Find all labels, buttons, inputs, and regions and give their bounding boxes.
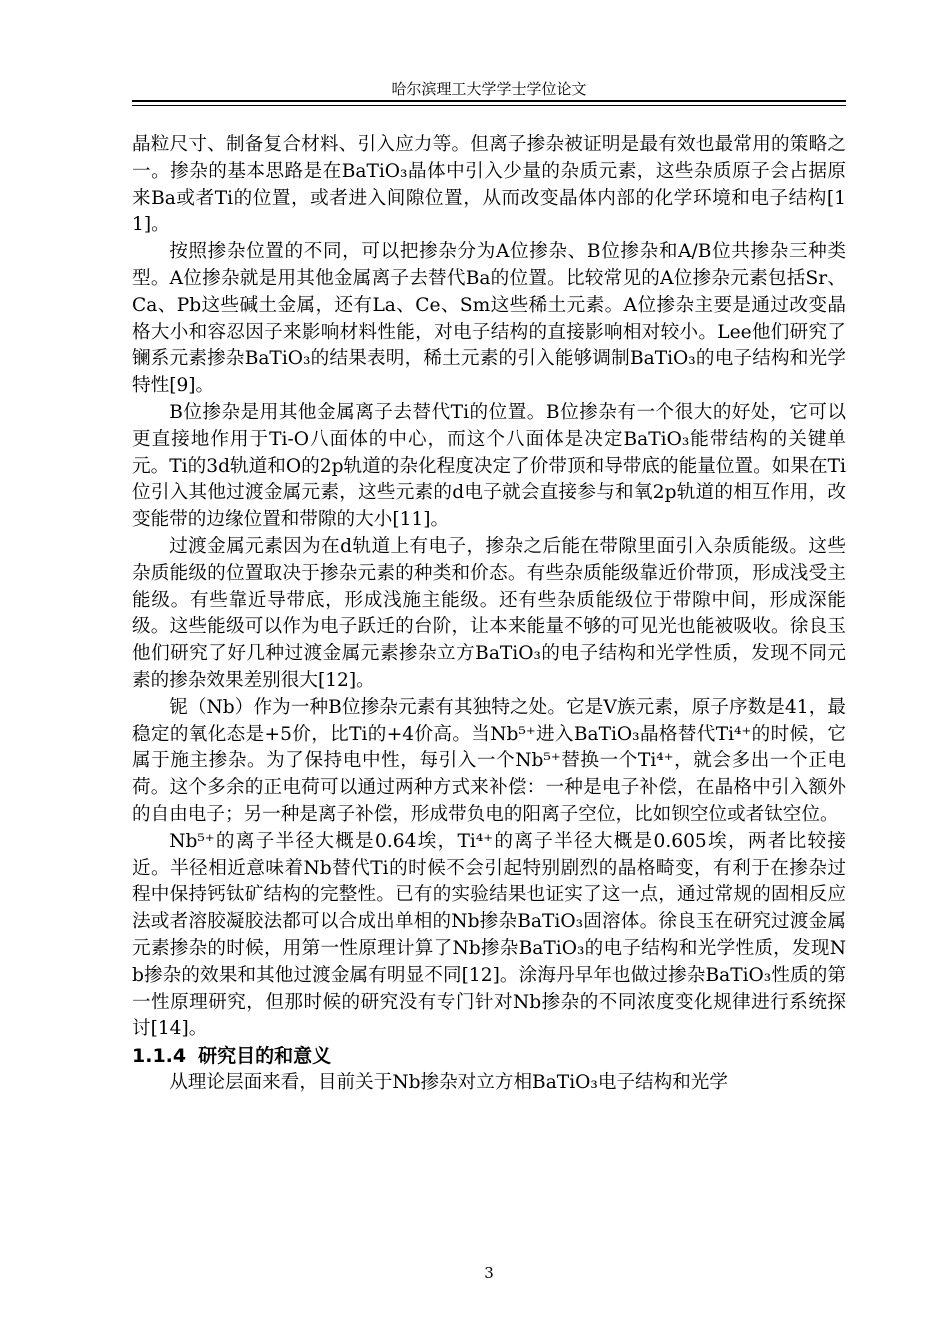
paragraph-7: 从理论层面来看，目前关于Nb掺杂对立方相BaTiO₃电子结构和光学 [169, 1071, 728, 1093]
paragraph-5: 铌（Nb）作为一种B位掺杂元素有其独特之处。它是V族元素，原子序数是41，最稳定的氧化态是+5价，比Ti的+4价高。当Nb⁵⁺进入BaTiO₃晶格替代Ti⁴⁺的时候，它属于施主掺杂。为了保持电中性，每引入一个Nb⁵⁺替换一个Ti⁴⁺，就会多出一个正电荷。这个多余的正电荷可以通过两种方式来补偿：一种是电子补偿，在晶格中引入额外的自由电子；另一种是离子补偿，形成带负电的阳离子空位，比如钡空位或者钛空位。 [132, 696, 846, 825]
body-text [132, 132, 846, 1097]
section-heading [132, 1043, 846, 1070]
running-header: 哈尔滨理工大学学士学位论文 [391, 80, 587, 98]
paragraph-6: Nb⁵⁺的离子半径大概是0.64埃，Ti⁴⁺的离子半径大概是0.605埃，两者比较接近。半径相近意味着Nb替代Ti的时候不会引起特别剧烈的晶格畸变，有利于在掺杂过程中保持钙钛矿结构的完整性。已有的实验结果也证实了这一点，通过常规的固相反应法或者溶胶凝胶法都可以合成出单相的Nb掺杂BaTiO₃固溶体。徐良玉在研究过渡金属元素掺杂的时候，用第一性原理计算了Nb掺杂BaTiO₃的电子结构和光学性质，发现Nb掺杂的效果和其他过渡金属有明显不同[12]。涂海丹早年也做过掺杂BaTiO₃性质的第一性原理研究，但那时候的研究没有专门针对Nb掺杂的不同浓度变化规律进行系统探讨[14]。 [132, 830, 846, 1040]
section-number: 1.1.4 [132, 1045, 187, 1068]
paragraph-1: 晶粒尺寸、制备复合材料、引入应力等。但离子掺杂被证明是最有效也最常用的策略之一。掺杂的基本思路是在BaTiO₃晶体中引入少量的杂质元素，这些杂质原子会占据原来Ba或者Ti的位置，或者进入间隙位置，从而改变晶体内部的化学环境和电子结构[11]。 [132, 134, 847, 236]
paragraph-3: B位掺杂是用其他金属离子去替代Ti的位置。B位掺杂有一个很大的好处，它可以更直接地作用于Ti-O八面体的中心，而这个八面体是决定BaTiO₃能带结构的关键单元。Ti的3d轨道和O的2p轨道的杂化程度决定了价带顶和导带底的能量位置。如果在Ti位引入其他过渡金属元素，这些元素的d电子就会直接参与和氧2p轨道的相互作用，改变能带的边缘位置和带隙的大小[11]。 [132, 401, 846, 531]
paragraph-2: 按照掺杂位置的不同，可以把掺杂分为A位掺杂、B位掺杂和A/B位共掺杂三种类型。A位掺杂就是用其他金属离子去替代Ba的位置。比较常见的A位掺杂元素包括Sr、Ca、Pb这些碱土金属，还有La、Ce、Sm这些稀土元素。A位掺杂主要是通过改变晶格大小和容忍因子来影响材料性能，对电子结构的直接影响相对较小。Lee他们研究了镧系元素掺杂BaTiO₃的结果表明，稀土元素的引入能够调制BaTiO₃的电子结构和光学特性[9]。 [132, 241, 846, 397]
paragraph-4: 过渡金属元素因为在d轨道上有电子，掺杂之后能在带隙里面引入杂质能级。这些杂质能级的位置取决于掺杂元素的种类和价态。有些杂质能级靠近价带顶，形成浅受主能级。有些靠近导带底，形成浅施主能级。还有些杂质能级位于带隙中间，形成深能级。这些能级可以作为电子跃迁的台阶，让本来能量不够的可见光也能被吸收。徐良玉他们研究了好几种过渡金属元素掺杂立方BaTiO₃的电子结构和光学性质，发现不同元素的掺杂效果差别很大[12]。 [132, 535, 846, 691]
page-number: 3 [484, 1264, 494, 1282]
header-rule-thin [132, 105, 846, 106]
section-title: 研究目的和意义 [198, 1045, 332, 1068]
header-rule-thick [132, 100, 846, 102]
